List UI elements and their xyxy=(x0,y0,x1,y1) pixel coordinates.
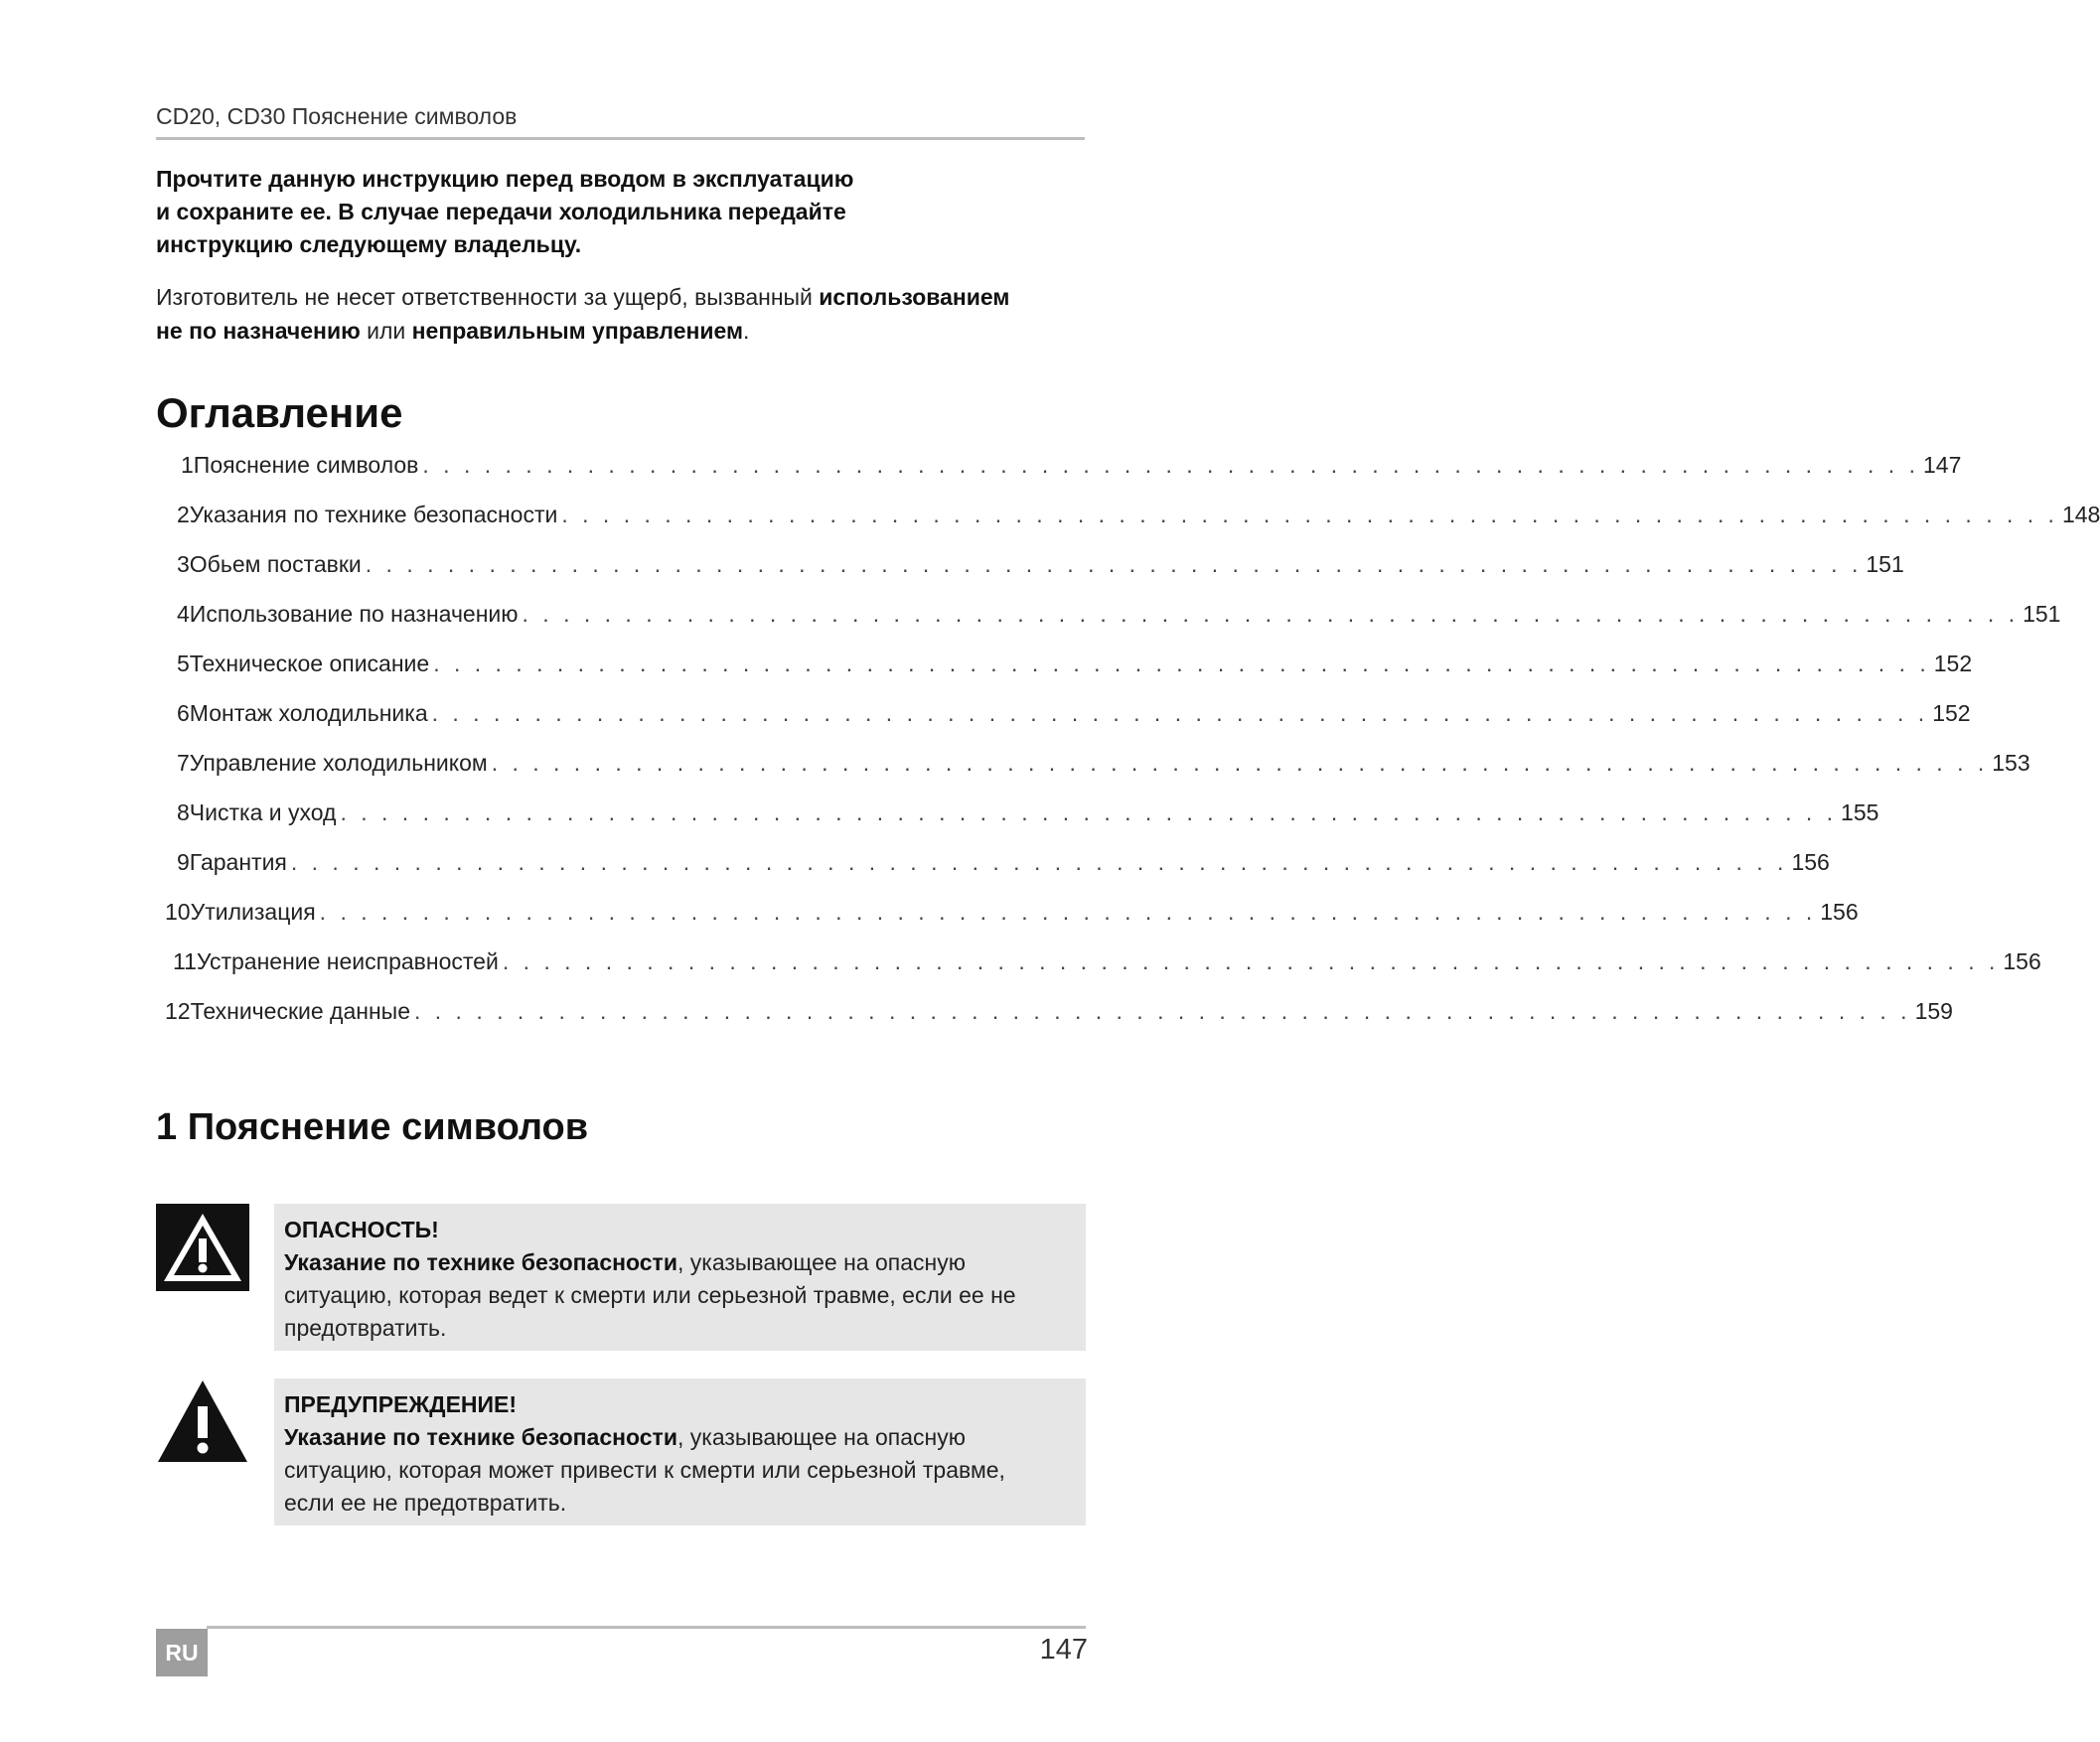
notice-text xyxy=(284,1421,1074,1520)
toc-entry-page: 156 xyxy=(1791,849,1830,875)
toc-entry-page: 159 xyxy=(1914,998,1953,1024)
toc-entry-title: Гарантия xyxy=(189,849,287,875)
toc-entry[interactable] xyxy=(177,700,1971,740)
toc-entry[interactable] xyxy=(165,998,1953,1038)
danger-notice xyxy=(274,1204,1086,1351)
toc-entry-page: 153 xyxy=(1992,750,2030,776)
warning-notice xyxy=(274,1379,1086,1525)
intro-line: и сохраните ее. В случае передачи холодильника передайте xyxy=(156,199,846,224)
toc-dot-leader: . . . . . . . . . . . . . . . . . . . . . . . . . . . . . . . . . . . . . . . . . . . . . . . . . . . . . . . . . . . . . . . . . . . . . . . . . xyxy=(340,799,1838,825)
toc-entry-number: 4 xyxy=(177,601,190,627)
toc-entry-title: Чистка и уход xyxy=(189,799,337,825)
notice-emphasis: Указание по технике безопасности xyxy=(284,1249,677,1275)
toc-entry[interactable] xyxy=(177,799,1879,839)
toc-dot-leader: . . . . . . . . . . . . . . . . . . . . . . . . . . . . . . . . . . . . . . . . . . . . . . . . . . . . . . . . . . . . . . . . . . . . . . . . . xyxy=(414,998,1911,1024)
notice-line: предотвратить. xyxy=(284,1315,447,1341)
disclaimer-emphasis: неправильным управлением xyxy=(411,318,744,344)
toc-entry-title: Устранение неисправностей xyxy=(196,948,499,974)
disclaimer-text: Изготовитель не несет ответственности за ущерб, вызванный xyxy=(156,284,820,310)
toc-entry-number: 1 xyxy=(181,452,194,478)
notice-line: , указывающее на опасную xyxy=(676,1249,966,1275)
toc-entry-title: Монтаж холодильника xyxy=(189,700,428,726)
toc-dot-leader: . . . . . . . . . . . . . . . . . . . . . . . . . . . . . . . . . . . . . . . . . . . . . . . . . . . . . . . . . . . . . . . . . . . . . . . . . xyxy=(561,502,2058,527)
language-badge: RU xyxy=(156,1629,208,1676)
notice-text xyxy=(284,1246,1074,1345)
toc-entry-title: Обьем поставки xyxy=(189,551,362,577)
toc-entry[interactable] xyxy=(177,750,2030,790)
danger-warning-sign-icon xyxy=(156,1204,249,1291)
intro-line: инструкцию следующему владельцу. xyxy=(156,231,582,257)
toc-entry-number: 9 xyxy=(177,849,190,875)
notice-line: если ее не предотвратить. xyxy=(284,1490,567,1516)
notice-line: ситуацию, которая ведет к смерти или серьезной травме, если ее не xyxy=(284,1282,1016,1308)
toc-entry[interactable] xyxy=(177,651,1973,690)
warning-triangle-icon xyxy=(156,1379,249,1464)
toc-heading: Оглавление xyxy=(156,389,403,436)
notice-emphasis: Указание по технике безопасности xyxy=(284,1424,677,1450)
toc-entry-number: 5 xyxy=(177,651,190,676)
toc-entry-page: 156 xyxy=(2003,948,2041,974)
toc-entry-title: Пояснение символов xyxy=(193,452,419,478)
toc-entry-number: 6 xyxy=(177,700,190,726)
disclaimer-text: . xyxy=(743,318,750,344)
intro-line: Прочтите данную инструкцию перед вводом в эксплуатацию xyxy=(156,166,854,192)
toc-entry-page: 156 xyxy=(1820,899,1859,925)
footer-rule xyxy=(207,1626,1086,1629)
running-head: CD20, CD30 Пояснение символов xyxy=(156,103,518,129)
toc-dot-leader: . . . . . . . . . . . . . . . . . . . . . . . . . . . . . . . . . . . . . . . . . . . . . . . . . . . . . . . . . . . . . . . . . . . . . . . . . xyxy=(290,849,1788,875)
page-number: 147 xyxy=(1039,1634,1088,1666)
toc-entry-number: 12 xyxy=(165,998,191,1024)
toc-dot-leader: . . . . . . . . . . . . . . . . . . . . . . . . . . . . . . . . . . . . . . . . . . . . . . . . . . . . . . . . . . . . . . . . . . . . . . . . . xyxy=(491,750,1989,776)
toc-entry-number: 8 xyxy=(177,799,190,825)
toc-dot-leader: . . . . . . . . . . . . . . . . . . . . . . . . . . . . . . . . . . . . . . . . . . . . . . . . . . . . . . . . . . . . . . . . . . . . . . . . . xyxy=(422,452,1919,478)
toc-entry-page: 151 xyxy=(2023,601,2061,627)
toc-entry-title: Технические данные xyxy=(190,998,410,1024)
toc-entry[interactable] xyxy=(177,849,1830,889)
toc-entry-number: 2 xyxy=(177,502,190,527)
toc-entry-number: 10 xyxy=(165,899,191,925)
disclaimer-emphasis: использованием xyxy=(819,284,1010,310)
disclaimer-text: или xyxy=(360,318,412,344)
disclaimer-emphasis: не по назначению xyxy=(156,318,361,344)
header-rule xyxy=(156,137,1085,140)
toc-entry[interactable] xyxy=(177,601,2061,641)
toc-entry[interactable] xyxy=(181,452,1962,492)
toc-entry-number: 7 xyxy=(177,750,190,776)
toc-entry[interactable] xyxy=(177,502,2100,541)
toc-dot-leader: . . . . . . . . . . . . . . . . . . . . . . . . . . . . . . . . . . . . . . . . . . . . . . . . . . . . . . . . . . . . . . . . . . . . . . . . . xyxy=(502,948,2000,974)
toc-entry-title: Управление холодильником xyxy=(189,750,488,776)
notice-title: ПРЕДУПРЕЖДЕНИЕ! xyxy=(284,1391,518,1417)
toc-entry[interactable] xyxy=(165,899,1859,939)
toc-entry-page: 147 xyxy=(1922,452,1962,478)
toc-dot-leader: . . . . . . . . . . . . . . . . . . . . . . . . . . . . . . . . . . . . . . . . . . . . . . . . . . . . . . . . . . . . . . . . . . . . . . . . . xyxy=(522,601,2020,627)
toc-dot-leader: . . . . . . . . . . . . . . . . . . . . . . . . . . . . . . . . . . . . . . . . . . . . . . . . . . . . . . . . . . . . . . . . . . . . . . . . . xyxy=(365,551,1863,577)
toc-entry-title: Указания по технике безопасности xyxy=(189,502,558,527)
toc-entry-page: 151 xyxy=(1866,551,1904,577)
toc-dot-leader: . . . . . . . . . . . . . . . . . . . . . . . . . . . . . . . . . . . . . . . . . . . . . . . . . . . . . . . . . . . . . . . . . . . . . . . . . xyxy=(433,651,1930,676)
toc-entry-page: 148 xyxy=(2061,502,2100,527)
toc-entry-page: 152 xyxy=(1933,651,1973,676)
section-heading: 1 Пояснение символов xyxy=(156,1106,589,1148)
toc-entry-number: 3 xyxy=(177,551,190,577)
notice-line: , указывающее на опасную xyxy=(676,1424,966,1450)
liability-disclaimer xyxy=(156,280,1090,348)
toc-entry-title: Утилизация xyxy=(190,899,316,925)
toc-entry-title: Использование по назначению xyxy=(189,601,519,627)
notice-title: ОПАСНОСТЬ! xyxy=(284,1217,439,1242)
toc-entry-page: 152 xyxy=(1932,700,1971,726)
toc-entry-page: 155 xyxy=(1841,799,1879,825)
toc-entry[interactable] xyxy=(173,948,2041,988)
toc-entry-number: 11 xyxy=(173,948,197,974)
intro-notice xyxy=(156,163,1080,261)
toc-entry-title: Техническое описание xyxy=(189,651,430,676)
notice-line: ситуацию, которая может привести к смерти или серьезной травме, xyxy=(284,1457,1005,1483)
toc-dot-leader: . . . . . . . . . . . . . . . . . . . . . . . . . . . . . . . . . . . . . . . . . . . . . . . . . . . . . . . . . . . . . . . . . . . . . . . . . xyxy=(431,700,1929,726)
toc-entry[interactable] xyxy=(177,551,1904,591)
toc-dot-leader: . . . . . . . . . . . . . . . . . . . . . . . . . . . . . . . . . . . . . . . . . . . . . . . . . . . . . . . . . . . . . . . . . . . . . . . . . xyxy=(319,899,1817,925)
